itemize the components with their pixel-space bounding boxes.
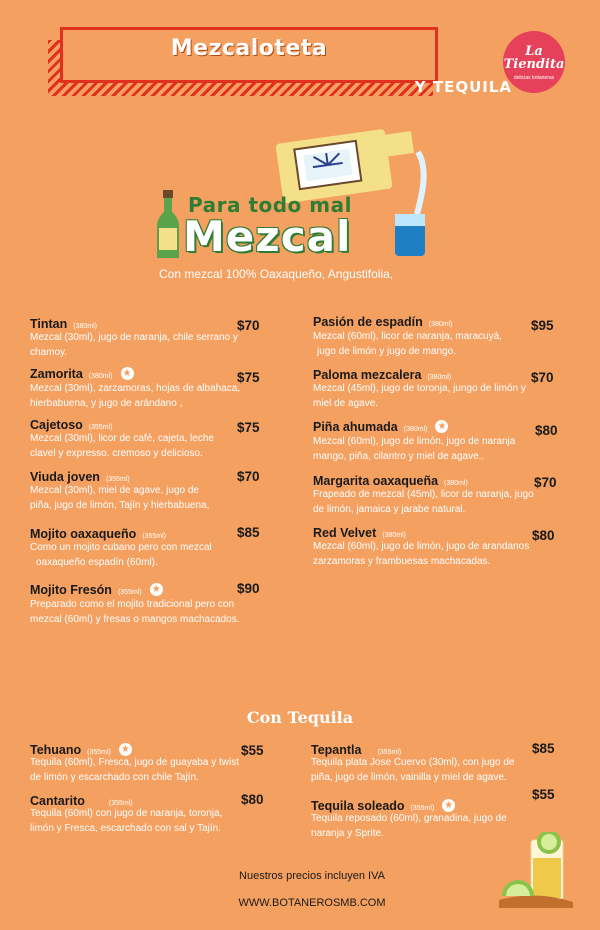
menu-subtitle: Y TEQUILA bbox=[414, 78, 512, 96]
menu-item-desc: Mezcal (30ml), zarzamoras, hojas de albahaca, hierbabuena, y jugo de arándano , bbox=[30, 383, 241, 409]
menu-item-desc: Preparado como el mojito tradicional pero con mezcal (60ml) y fresas o mangos machacados. bbox=[30, 599, 240, 625]
menu-item-desc: Mezcal (60ml), licor de naranja, maracuyá, jugo de limón y jugo de mango. bbox=[313, 331, 502, 357]
mezcal-bottle-icon bbox=[155, 190, 181, 260]
menu-item-desc: Tequila reposado (60ml), granadina, jugo de naranja y Sprite. bbox=[311, 813, 507, 839]
menu-item-desc: Tequila plata Jose Cuervo (30ml), con jugo de piña, jugo de limón, vainilla y miel de agave. bbox=[311, 757, 515, 783]
menu-item-price: $70 bbox=[534, 475, 557, 490]
menu-item-name: Pasión de espadín (380ml) bbox=[313, 315, 453, 329]
star-icon: ★ bbox=[435, 420, 448, 433]
menu-item-name: Tequila soleado (355ml) ★ bbox=[311, 797, 455, 815]
footer-note: Nuestros precios incluyen IVA bbox=[239, 870, 385, 882]
menu-title: Mezcaloteta bbox=[170, 36, 328, 61]
star-icon: ★ bbox=[121, 367, 134, 380]
menu-item-name: Cantarito (355ml) bbox=[30, 794, 133, 808]
menu-item-name: Mojito Fresón (355ml) ★ bbox=[30, 581, 163, 599]
menu-item-name: Cajetoso (355ml) bbox=[30, 418, 113, 432]
menu-item-price: $75 bbox=[237, 420, 260, 435]
menu-item-name: Tepantla (355ml) bbox=[311, 743, 402, 757]
tequila-section-title: Con Tequila bbox=[246, 708, 354, 727]
menu-item-desc: Como un mojito cubano pero con mezcal oaxaqueño espadín (60ml). bbox=[30, 542, 212, 568]
menu-item-price: $55 bbox=[241, 743, 264, 758]
footer-website[interactable]: WWW.BOTANEROSMB.COM bbox=[238, 897, 386, 909]
menu-item-price: $80 bbox=[535, 423, 558, 438]
title-banner bbox=[60, 27, 438, 83]
menu-item-desc: Mezcal (30ml), licor de café, cajeta, leche clavel y expresso. cremoso y delicioso. bbox=[30, 433, 214, 459]
menu-item-name: Zamorita (380ml) ★ bbox=[30, 365, 134, 383]
menu-item-price: $80 bbox=[241, 792, 264, 807]
hero-line2: Mezcal bbox=[183, 212, 352, 261]
logo-name: La Tiendita bbox=[503, 44, 565, 72]
menu-item-desc: Tequila (60ml) con jugo de naranja, toronja, limón y Fresca, escarchado con sal y Tajín. bbox=[30, 808, 223, 834]
hero-tagline: Con mezcal 100% Oaxaqueño, Angustifolia, bbox=[159, 267, 394, 281]
star-icon: ★ bbox=[442, 799, 455, 812]
menu-item-name: Tintan (380ml) bbox=[30, 317, 98, 331]
menu-item-price: $90 bbox=[237, 581, 260, 596]
menu-item-desc: Mezcal (30ml), jugo de naranja, chile serrano y chamoy. bbox=[30, 332, 238, 358]
menu-item-name: Mojito oaxaqueño (355ml) bbox=[30, 527, 166, 541]
menu-item-price: $80 bbox=[532, 528, 555, 543]
menu-item-price: $85 bbox=[237, 525, 260, 540]
menu-item-name: Paloma mezcalera (380ml) bbox=[313, 368, 452, 382]
menu-item-name: Viuda joven (355ml) bbox=[30, 470, 130, 484]
la-tiendita-logo bbox=[503, 31, 565, 93]
menu-item-price: $75 bbox=[237, 370, 260, 385]
menu-item-name: Piña ahumada (380ml) ★ bbox=[313, 418, 448, 436]
star-icon: ★ bbox=[119, 743, 132, 756]
star-icon: ★ bbox=[150, 583, 163, 596]
menu-item-desc: Mezcal (60ml), jugo de limón, jugo de arandanos zarzamoras y frambuesas machacadas. bbox=[313, 541, 530, 567]
menu-item-price: $70 bbox=[531, 370, 554, 385]
menu-item-name: Margarita oaxaqueña (380ml) bbox=[313, 474, 468, 488]
menu-item-name: Red Velvet (380ml) bbox=[313, 526, 406, 540]
menu-item-price: $70 bbox=[237, 469, 260, 484]
menu-item-desc: Frapeado de mezcal (45ml), licor de naranja, jugo de limón, jamaica y jarabe natural. bbox=[313, 489, 534, 515]
menu-item-price: $85 bbox=[532, 741, 555, 756]
menu-item-name: Tehuano (355ml) ★ bbox=[30, 741, 132, 759]
logo-tagline: delicias botaneras bbox=[513, 75, 555, 81]
menu-item-desc: Mezcal (45ml), jugo de toronja, jungo de limón y miel de agave. bbox=[313, 383, 526, 409]
menu-item-price: $95 bbox=[531, 318, 554, 333]
hero-line1: Para todo mal bbox=[188, 193, 352, 217]
menu-item-desc: Mezcal (30ml), miel de agave, jugo de piña, jugo de limón, Tajín y hierbabuena, bbox=[30, 485, 210, 511]
menu-item-desc: Tequila (60ml), Fresca, jugo de guayaba y twist de limón y escarchado con chile Tajín. bbox=[30, 757, 239, 783]
menu-item-price: $70 bbox=[237, 318, 260, 333]
menu-item-price: $55 bbox=[532, 787, 555, 802]
menu-item-desc: Mezcal (60ml), jugo de limón, jugo de naranja mango, piña, cilantro y miel de agave.. bbox=[313, 436, 516, 462]
